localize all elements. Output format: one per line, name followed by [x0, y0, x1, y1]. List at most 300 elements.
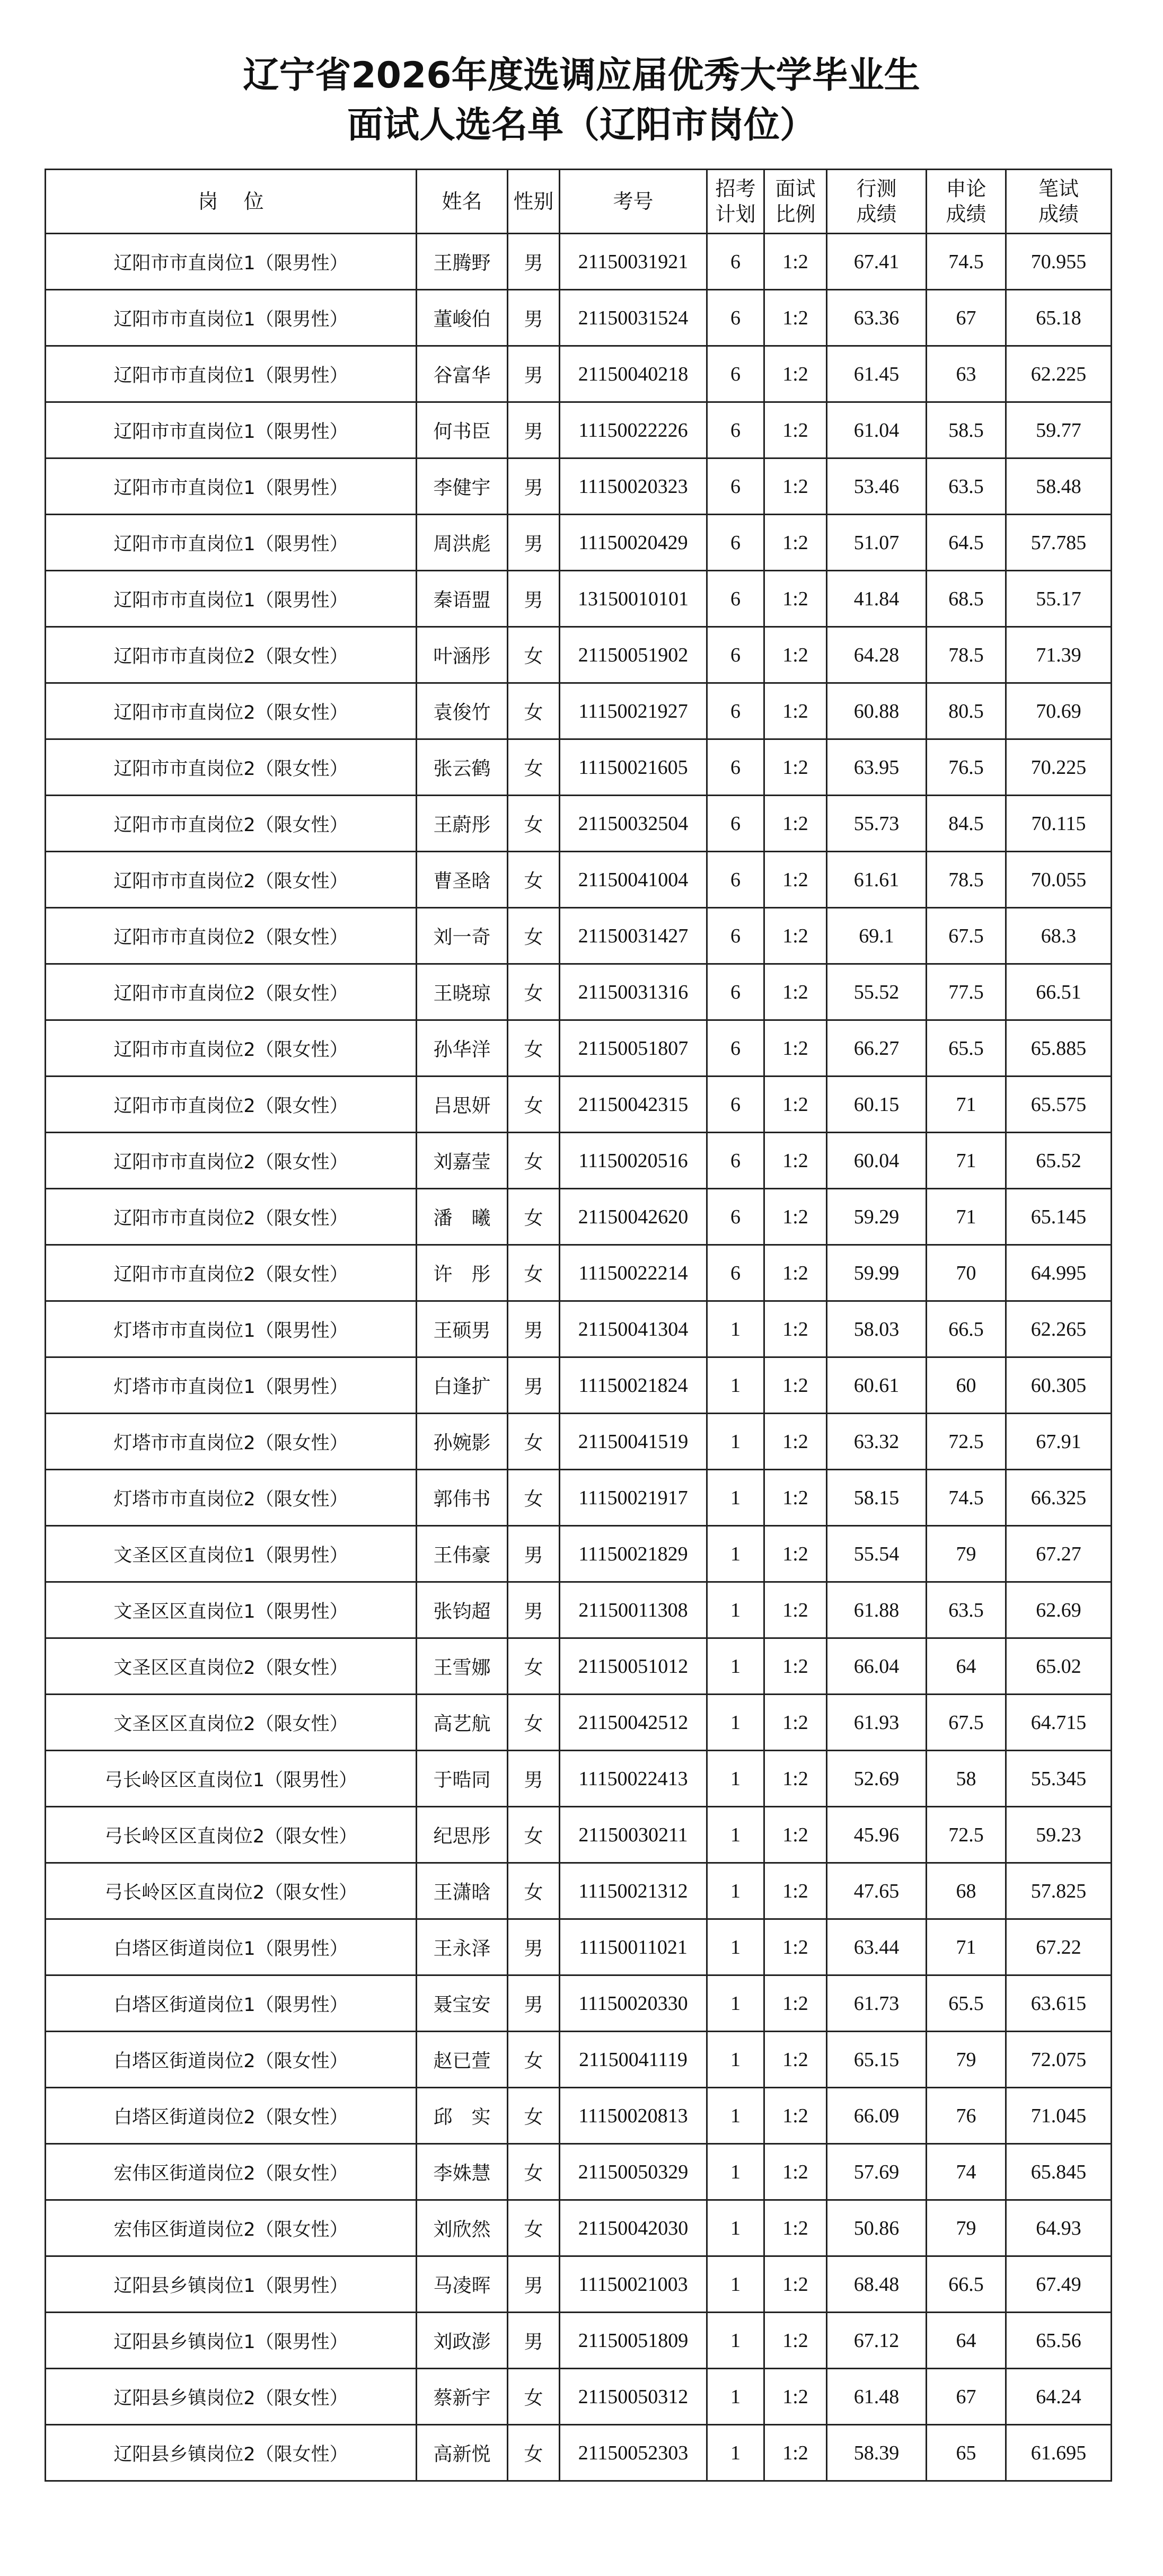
cell-ratio: 1:2	[764, 1807, 827, 1863]
cell-position: 弓长岭区区直岗位2（限女性）	[46, 1807, 417, 1863]
cell-written-score: 65.52	[1006, 1133, 1112, 1189]
table-row	[46, 908, 1112, 964]
cell-name: 马凌晖	[417, 2256, 508, 2313]
cell-exam-no: 11150021003	[560, 2256, 707, 2313]
table-row	[46, 1919, 1112, 1975]
cell-xingce-score: 63.36	[827, 290, 927, 346]
cell-name: 邱 实	[417, 2088, 508, 2144]
table-row	[46, 1357, 1112, 1414]
table-row	[46, 1751, 1112, 1807]
cell-name: 秦语盟	[417, 571, 508, 627]
cell-position: 弓长岭区区直岗位1（限男性）	[46, 1751, 417, 1807]
cell-written-score: 63.615	[1006, 1975, 1112, 2032]
cell-xingce-score: 61.61	[827, 852, 927, 908]
cell-written-score: 59.23	[1006, 1807, 1112, 1863]
cell-exam-no: 21150041119	[560, 2032, 707, 2088]
cell-xingce-score: 59.99	[827, 1245, 927, 1301]
cell-xingce-score: 63.32	[827, 1414, 927, 1470]
cell-gender: 男	[508, 1919, 560, 1975]
cell-position: 辽阳市市直岗位2（限女性）	[46, 908, 417, 964]
document-title-line-1: 辽宁省2026年度选调应届优秀大学毕业生	[243, 55, 920, 96]
cell-xingce-score: 64.28	[827, 627, 927, 683]
cell-position: 白塔区街道岗位1（限男性）	[46, 1919, 417, 1975]
header-gender: 性别	[508, 170, 560, 234]
cell-exam-no: 11150021312	[560, 1863, 707, 1919]
cell-gender: 男	[508, 234, 560, 290]
cell-position: 灯塔市市直岗位2（限女性）	[46, 1414, 417, 1470]
cell-name: 李姝慧	[417, 2144, 508, 2200]
cell-quota: 1	[707, 2425, 764, 2481]
cell-quota: 1	[707, 2200, 764, 2256]
cell-written-score: 67.91	[1006, 1414, 1112, 1470]
cell-shenlun-score: 67	[927, 290, 1006, 346]
cell-written-score: 72.075	[1006, 2032, 1112, 2088]
table-row	[46, 1077, 1112, 1133]
cell-ratio: 1:2	[764, 571, 827, 627]
cell-name: 白逢扩	[417, 1357, 508, 1414]
cell-quota: 6	[707, 402, 764, 458]
cell-xingce-score: 55.73	[827, 796, 927, 852]
cell-name: 王潇晗	[417, 1863, 508, 1919]
cell-gender: 男	[508, 1582, 560, 1638]
cell-quota: 6	[707, 290, 764, 346]
table-row	[46, 683, 1112, 739]
cell-written-score: 70.225	[1006, 739, 1112, 796]
cell-name: 王雪娜	[417, 1638, 508, 1695]
cell-name: 刘政澎	[417, 2313, 508, 2369]
cell-xingce-score: 60.04	[827, 1133, 927, 1189]
cell-xingce-score: 50.86	[827, 2200, 927, 2256]
cell-shenlun-score: 66.5	[927, 2256, 1006, 2313]
cell-shenlun-score: 74.5	[927, 1470, 1006, 1526]
table-row	[46, 1414, 1112, 1470]
cell-xingce-score: 55.54	[827, 1526, 927, 1582]
cell-xingce-score: 60.61	[827, 1357, 927, 1414]
cell-name: 刘嘉莹	[417, 1133, 508, 1189]
cell-name: 李健宇	[417, 458, 508, 515]
cell-gender: 女	[508, 2200, 560, 2256]
cell-quota: 6	[707, 571, 764, 627]
cell-xingce-score: 68.48	[827, 2256, 927, 2313]
cell-ratio: 1:2	[764, 515, 827, 571]
cell-position: 辽阳市市直岗位1（限男性）	[46, 571, 417, 627]
table-row	[46, 1526, 1112, 1582]
cell-quota: 6	[707, 627, 764, 683]
cell-quota: 1	[707, 2369, 764, 2425]
cell-exam-no: 21150052303	[560, 2425, 707, 2481]
cell-exam-no: 21150050329	[560, 2144, 707, 2200]
cell-position: 辽阳市市直岗位2（限女性）	[46, 1189, 417, 1245]
cell-shenlun-score: 71	[927, 1189, 1006, 1245]
cell-quota: 1	[707, 2144, 764, 2200]
cell-exam-no: 21150051902	[560, 627, 707, 683]
cell-quota: 6	[707, 683, 764, 739]
cell-shenlun-score: 58.5	[927, 402, 1006, 458]
cell-position: 辽阳市市直岗位2（限女性）	[46, 964, 417, 1020]
cell-written-score: 65.145	[1006, 1189, 1112, 1245]
table-row	[46, 402, 1112, 458]
cell-shenlun-score: 63	[927, 346, 1006, 402]
table-row	[46, 1245, 1112, 1301]
table-row	[46, 1189, 1112, 1245]
cell-xingce-score: 65.15	[827, 2032, 927, 2088]
cell-name: 王硕男	[417, 1301, 508, 1357]
cell-ratio: 1:2	[764, 2088, 827, 2144]
cell-shenlun-score: 76.5	[927, 739, 1006, 796]
cell-shenlun-score: 80.5	[927, 683, 1006, 739]
cell-position: 辽阳县乡镇岗位2（限女性）	[46, 2425, 417, 2481]
cell-quota: 6	[707, 1077, 764, 1133]
cell-xingce-score: 59.29	[827, 1189, 927, 1245]
cell-quota: 6	[707, 1189, 764, 1245]
cell-exam-no: 21150032504	[560, 796, 707, 852]
table-row	[46, 964, 1112, 1020]
cell-ratio: 1:2	[764, 234, 827, 290]
cell-quota: 6	[707, 1020, 764, 1077]
cell-name: 潘 曦	[417, 1189, 508, 1245]
cell-shenlun-score: 84.5	[927, 796, 1006, 852]
cell-gender: 女	[508, 2369, 560, 2425]
cell-xingce-score: 55.52	[827, 964, 927, 1020]
document-title-line-2: 面试人选名单（辽阳市岗位）	[347, 104, 816, 146]
cell-written-score: 65.18	[1006, 290, 1112, 346]
cell-position: 辽阳市市直岗位2（限女性）	[46, 852, 417, 908]
cell-shenlun-score: 71	[927, 1919, 1006, 1975]
table-row	[46, 2200, 1112, 2256]
cell-ratio: 1:2	[764, 1357, 827, 1414]
cell-shenlun-score: 72.5	[927, 1807, 1006, 1863]
cell-written-score: 59.77	[1006, 402, 1112, 458]
cell-name: 聂宝安	[417, 1975, 508, 2032]
cell-xingce-score: 66.27	[827, 1020, 927, 1077]
cell-ratio: 1:2	[764, 290, 827, 346]
cell-xingce-score: 66.09	[827, 2088, 927, 2144]
cell-exam-no: 11150021605	[560, 739, 707, 796]
cell-name: 孙婉影	[417, 1414, 508, 1470]
cell-xingce-score: 61.45	[827, 346, 927, 402]
cell-position: 白塔区街道岗位2（限女性）	[46, 2032, 417, 2088]
cell-name: 袁俊竹	[417, 683, 508, 739]
cell-shenlun-score: 68	[927, 1863, 1006, 1919]
cell-ratio: 1:2	[764, 1526, 827, 1582]
cell-exam-no: 21150041004	[560, 852, 707, 908]
cell-position: 宏伟区街道岗位2（限女性）	[46, 2144, 417, 2200]
cell-written-score: 61.695	[1006, 2425, 1112, 2481]
table-row	[46, 1301, 1112, 1357]
cell-written-score: 62.265	[1006, 1301, 1112, 1357]
table-row	[46, 458, 1112, 515]
cell-name: 许 彤	[417, 1245, 508, 1301]
cell-ratio: 1:2	[764, 1638, 827, 1695]
cell-exam-no: 21150031316	[560, 964, 707, 1020]
cell-shenlun-score: 79	[927, 2200, 1006, 2256]
cell-name: 王永泽	[417, 1919, 508, 1975]
cell-xingce-score: 67.41	[827, 234, 927, 290]
cell-name: 王腾野	[417, 234, 508, 290]
cell-xingce-score: 58.39	[827, 2425, 927, 2481]
cell-quota: 6	[707, 1245, 764, 1301]
cell-written-score: 55.17	[1006, 571, 1112, 627]
cell-exam-no: 21150041519	[560, 1414, 707, 1470]
cell-exam-no: 21150041304	[560, 1301, 707, 1357]
cell-name: 郭伟书	[417, 1470, 508, 1526]
cell-name: 刘欣然	[417, 2200, 508, 2256]
table-body	[46, 234, 1112, 2481]
cell-shenlun-score: 67.5	[927, 1695, 1006, 1751]
interview-candidate-table	[45, 169, 1112, 2482]
cell-quota: 1	[707, 1470, 764, 1526]
cell-ratio: 1:2	[764, 2032, 827, 2088]
cell-shenlun-score: 68.5	[927, 571, 1006, 627]
cell-name: 曹圣晗	[417, 852, 508, 908]
cell-written-score: 57.825	[1006, 1863, 1112, 1919]
cell-ratio: 1:2	[764, 1301, 827, 1357]
cell-gender: 男	[508, 1751, 560, 1807]
cell-position: 辽阳市市直岗位2（限女性）	[46, 1077, 417, 1133]
cell-quota: 1	[707, 1414, 764, 1470]
header-name: 姓名	[417, 170, 508, 234]
cell-position: 辽阳县乡镇岗位2（限女性）	[46, 2369, 417, 2425]
table-row	[46, 1470, 1112, 1526]
table-row	[46, 515, 1112, 571]
cell-gender: 女	[508, 796, 560, 852]
table-row	[46, 571, 1112, 627]
cell-gender: 男	[508, 1975, 560, 2032]
cell-shenlun-score: 65	[927, 2425, 1006, 2481]
cell-xingce-score: 61.88	[827, 1582, 927, 1638]
cell-name: 孙华洋	[417, 1020, 508, 1077]
cell-xingce-score: 51.07	[827, 515, 927, 571]
cell-quota: 1	[707, 1582, 764, 1638]
cell-written-score: 65.845	[1006, 2144, 1112, 2200]
table-row	[46, 2313, 1112, 2369]
cell-gender: 男	[508, 2313, 560, 2369]
header-shenlun-score: 申论 成绩	[927, 170, 1006, 234]
cell-xingce-score: 61.48	[827, 2369, 927, 2425]
cell-xingce-score: 58.15	[827, 1470, 927, 1526]
cell-written-score: 71.045	[1006, 2088, 1112, 2144]
cell-exam-no: 11150020813	[560, 2088, 707, 2144]
cell-quota: 1	[707, 1638, 764, 1695]
cell-exam-no: 21150051807	[560, 1020, 707, 1077]
cell-position: 文圣区区直岗位1（限男性）	[46, 1582, 417, 1638]
cell-ratio: 1:2	[764, 1695, 827, 1751]
cell-name: 何书臣	[417, 402, 508, 458]
cell-gender: 女	[508, 964, 560, 1020]
cell-gender: 男	[508, 1301, 560, 1357]
cell-written-score: 66.325	[1006, 1470, 1112, 1526]
cell-written-score: 65.56	[1006, 2313, 1112, 2369]
cell-gender: 女	[508, 1863, 560, 1919]
cell-quota: 6	[707, 908, 764, 964]
cell-exam-no: 21150042315	[560, 1077, 707, 1133]
table-row	[46, 1582, 1112, 1638]
cell-position: 辽阳市市直岗位2（限女性）	[46, 627, 417, 683]
cell-position: 弓长岭区区直岗位2（限女性）	[46, 1863, 417, 1919]
cell-written-score: 70.115	[1006, 796, 1112, 852]
cell-xingce-score: 53.46	[827, 458, 927, 515]
cell-position: 文圣区区直岗位2（限女性）	[46, 1695, 417, 1751]
cell-quota: 1	[707, 1807, 764, 1863]
cell-ratio: 1:2	[764, 1020, 827, 1077]
cell-name: 高新悦	[417, 2425, 508, 2481]
cell-gender: 女	[508, 908, 560, 964]
cell-shenlun-score: 60	[927, 1357, 1006, 1414]
cell-gender: 男	[508, 458, 560, 515]
cell-ratio: 1:2	[764, 1133, 827, 1189]
cell-gender: 男	[508, 290, 560, 346]
cell-gender: 男	[508, 571, 560, 627]
cell-shenlun-score: 64	[927, 2313, 1006, 2369]
cell-shenlun-score: 71	[927, 1077, 1006, 1133]
cell-ratio: 1:2	[764, 458, 827, 515]
cell-gender: 女	[508, 1133, 560, 1189]
cell-ratio: 1:2	[764, 1470, 827, 1526]
cell-xingce-score: 45.96	[827, 1807, 927, 1863]
cell-ratio: 1:2	[764, 1975, 827, 2032]
cell-xingce-score: 60.88	[827, 683, 927, 739]
cell-exam-no: 21150050312	[560, 2369, 707, 2425]
cell-gender: 女	[508, 2088, 560, 2144]
cell-ratio: 1:2	[764, 1582, 827, 1638]
cell-exam-no: 21150030211	[560, 1807, 707, 1863]
cell-written-score: 70.055	[1006, 852, 1112, 908]
cell-position: 辽阳市市直岗位2（限女性）	[46, 1245, 417, 1301]
cell-xingce-score: 60.15	[827, 1077, 927, 1133]
cell-ratio: 1:2	[764, 1863, 827, 1919]
cell-ratio: 1:2	[764, 908, 827, 964]
cell-exam-no: 11150021917	[560, 1470, 707, 1526]
cell-quota: 6	[707, 1133, 764, 1189]
cell-written-score: 70.69	[1006, 683, 1112, 739]
cell-ratio: 1:2	[764, 2144, 827, 2200]
cell-shenlun-score: 63.5	[927, 458, 1006, 515]
cell-quota: 6	[707, 852, 764, 908]
cell-gender: 女	[508, 1807, 560, 1863]
table-row	[46, 796, 1112, 852]
cell-ratio: 1:2	[764, 1751, 827, 1807]
cell-position: 宏伟区街道岗位2（限女性）	[46, 2200, 417, 2256]
cell-ratio: 1:2	[764, 2256, 827, 2313]
cell-xingce-score: 58.03	[827, 1301, 927, 1357]
cell-ratio: 1:2	[764, 1414, 827, 1470]
cell-written-score: 58.48	[1006, 458, 1112, 515]
cell-shenlun-score: 74.5	[927, 234, 1006, 290]
cell-ratio: 1:2	[764, 964, 827, 1020]
cell-shenlun-score: 70	[927, 1245, 1006, 1301]
cell-written-score: 57.785	[1006, 515, 1112, 571]
cell-exam-no: 21150051012	[560, 1638, 707, 1695]
cell-shenlun-score: 72.5	[927, 1414, 1006, 1470]
cell-quota: 6	[707, 346, 764, 402]
cell-shenlun-score: 67	[927, 2369, 1006, 2425]
cell-ratio: 1:2	[764, 346, 827, 402]
cell-gender: 男	[508, 1357, 560, 1414]
cell-quota: 1	[707, 1695, 764, 1751]
cell-name: 周洪彪	[417, 515, 508, 571]
cell-exam-no: 11150021829	[560, 1526, 707, 1582]
cell-written-score: 62.69	[1006, 1582, 1112, 1638]
cell-gender: 女	[508, 1245, 560, 1301]
cell-quota: 1	[707, 1975, 764, 2032]
cell-quota: 1	[707, 1919, 764, 1975]
cell-shenlun-score: 67.5	[927, 908, 1006, 964]
cell-position: 灯塔市市直岗位1（限男性）	[46, 1357, 417, 1414]
cell-exam-no: 11150021927	[560, 683, 707, 739]
cell-ratio: 1:2	[764, 796, 827, 852]
cell-exam-no: 11150020330	[560, 1975, 707, 2032]
cell-name: 蔡新宇	[417, 2369, 508, 2425]
cell-exam-no: 21150011308	[560, 1582, 707, 1638]
cell-exam-no: 21150031427	[560, 908, 707, 964]
cell-name: 纪思彤	[417, 1807, 508, 1863]
cell-written-score: 64.24	[1006, 2369, 1112, 2425]
cell-name: 谷富华	[417, 346, 508, 402]
cell-name: 于晧同	[417, 1751, 508, 1807]
table-header-row	[46, 170, 1112, 234]
cell-position: 辽阳市市直岗位2（限女性）	[46, 739, 417, 796]
cell-exam-no: 21150042030	[560, 2200, 707, 2256]
cell-gender: 女	[508, 1470, 560, 1526]
table-row	[46, 2032, 1112, 2088]
cell-shenlun-score: 66.5	[927, 1301, 1006, 1357]
cell-name: 高艺航	[417, 1695, 508, 1751]
cell-shenlun-score: 64	[927, 1638, 1006, 1695]
cell-exam-no: 13150010101	[560, 571, 707, 627]
table-row	[46, 1695, 1112, 1751]
table-row	[46, 2256, 1112, 2313]
cell-xingce-score: 67.12	[827, 2313, 927, 2369]
cell-name: 王晓琼	[417, 964, 508, 1020]
cell-position: 文圣区区直岗位1（限男性）	[46, 1526, 417, 1582]
cell-xingce-score: 47.65	[827, 1863, 927, 1919]
cell-position: 灯塔市市直岗位1（限男性）	[46, 1301, 417, 1357]
cell-written-score: 67.22	[1006, 1919, 1112, 1975]
cell-gender: 女	[508, 2144, 560, 2200]
table-row	[46, 2425, 1112, 2481]
cell-exam-no: 11150020516	[560, 1133, 707, 1189]
cell-gender: 女	[508, 1414, 560, 1470]
cell-shenlun-score: 79	[927, 2032, 1006, 2088]
cell-written-score: 60.305	[1006, 1357, 1112, 1414]
cell-gender: 女	[508, 2425, 560, 2481]
cell-gender: 男	[508, 346, 560, 402]
cell-quota: 1	[707, 2313, 764, 2369]
cell-written-score: 62.225	[1006, 346, 1112, 402]
cell-name: 王蔚彤	[417, 796, 508, 852]
cell-name: 赵已萱	[417, 2032, 508, 2088]
cell-quota: 6	[707, 458, 764, 515]
cell-ratio: 1:2	[764, 627, 827, 683]
header-xingce-score: 行测 成绩	[827, 170, 927, 234]
cell-xingce-score: 61.73	[827, 1975, 927, 2032]
cell-position: 文圣区区直岗位2（限女性）	[46, 1638, 417, 1695]
cell-written-score: 67.27	[1006, 1526, 1112, 1582]
cell-xingce-score: 61.93	[827, 1695, 927, 1751]
cell-shenlun-score: 58	[927, 1751, 1006, 1807]
cell-written-score: 65.575	[1006, 1077, 1112, 1133]
header-position: 岗 位	[46, 170, 417, 234]
cell-shenlun-score: 78.5	[927, 627, 1006, 683]
cell-gender: 男	[508, 1526, 560, 1582]
cell-gender: 女	[508, 1020, 560, 1077]
cell-position: 白塔区街道岗位2（限女性）	[46, 2088, 417, 2144]
cell-position: 辽阳市市直岗位1（限男性）	[46, 290, 417, 346]
table-row	[46, 1638, 1112, 1695]
cell-gender: 女	[508, 852, 560, 908]
cell-quota: 1	[707, 1863, 764, 1919]
cell-position: 辽阳市市直岗位1（限男性）	[46, 458, 417, 515]
